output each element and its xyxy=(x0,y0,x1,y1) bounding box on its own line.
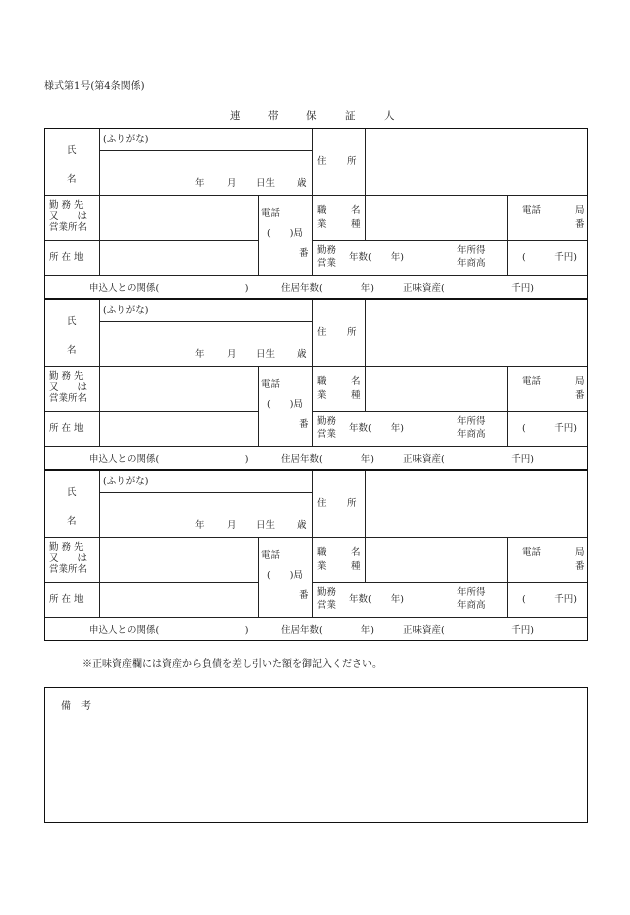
net-assets-label: 正味資産( 千円) xyxy=(403,625,534,636)
employer-label: 営業所名 xyxy=(49,393,88,404)
occupation-label: 種 xyxy=(351,561,361,572)
title-char: 帯 xyxy=(268,110,279,122)
occupation-label: 業 xyxy=(317,390,327,401)
employer-label: 又 は xyxy=(49,553,88,564)
employer-label: 又 は xyxy=(49,382,88,393)
employer-label: 勤 務 先 xyxy=(49,371,84,382)
ban-label: 番 xyxy=(575,219,585,230)
kyoku-label: 局 xyxy=(575,547,585,558)
thousand-yen-label: ( 千円) xyxy=(522,423,577,434)
col-divider xyxy=(507,195,508,275)
location-label: 所 在 地 xyxy=(49,423,84,434)
name-label-bottom: 名 xyxy=(67,174,77,185)
relation-label: 申込人との関係( ) xyxy=(89,454,249,465)
guarantor-section xyxy=(44,470,588,641)
employer-field[interactable] xyxy=(100,538,258,582)
month-label: 月 xyxy=(227,178,237,189)
guarantor-section xyxy=(44,128,588,299)
income-label: 年所得 xyxy=(457,416,486,427)
location-field[interactable] xyxy=(100,583,258,617)
year-label: 年 xyxy=(195,520,205,531)
location-label: 所 在 地 xyxy=(49,252,84,263)
month-label: 月 xyxy=(227,520,237,531)
occupation-label: 業 xyxy=(317,219,327,230)
occupation-label: 名 xyxy=(351,547,361,558)
name-field[interactable] xyxy=(100,322,312,366)
employer-label: 営業所名 xyxy=(49,222,88,233)
birthday-label: 日生 xyxy=(256,520,276,531)
title-char: 証 xyxy=(345,110,356,122)
row-divider xyxy=(45,446,587,447)
years-label: 年数( 年) xyxy=(349,423,404,434)
name-label-top: 氏 xyxy=(67,145,77,156)
income-label: 年所得 xyxy=(457,587,486,598)
work-label: 勤務 xyxy=(317,245,337,256)
phone-label: 電話 xyxy=(261,550,281,561)
location-field[interactable] xyxy=(100,241,258,275)
occupation-field[interactable] xyxy=(366,538,507,582)
income-label: 年所得 xyxy=(457,245,486,256)
col-divider xyxy=(258,366,259,446)
work-label: 営業 xyxy=(317,258,337,269)
years-label: 年数( 年) xyxy=(349,252,404,263)
row-divider xyxy=(312,582,587,583)
occupation-label: 業 xyxy=(317,561,327,572)
col-divider xyxy=(258,195,259,275)
phone-number-label: 番 xyxy=(299,419,309,430)
occupation-label: 種 xyxy=(351,390,361,401)
address-label: 所 xyxy=(347,498,357,509)
phone-right-label: 電話 xyxy=(522,205,542,216)
name-field[interactable] xyxy=(100,151,312,195)
col-divider xyxy=(507,366,508,446)
net-assets-label: 正味資産( 千円) xyxy=(403,283,534,294)
year-label: 年 xyxy=(195,178,205,189)
years-label: 年数( 年) xyxy=(349,594,404,605)
form-number-label: 様式第1号(第4条関係) xyxy=(44,81,145,92)
phone-area-label: ( )局 xyxy=(267,570,303,581)
phone-label: 電話 xyxy=(261,379,281,390)
residence-years-label: 住居年数( 年) xyxy=(281,625,374,636)
age-label: 歳 xyxy=(297,520,307,531)
name-label-bottom: 名 xyxy=(67,345,77,356)
name-label-bottom: 名 xyxy=(67,516,77,527)
name-field[interactable] xyxy=(100,493,312,537)
employer-label: 営業所名 xyxy=(49,564,88,575)
row-divider xyxy=(45,275,587,276)
remarks-box[interactable] xyxy=(44,687,588,823)
occupation-label: 職 xyxy=(317,547,327,558)
income-label: 年商高 xyxy=(457,258,486,269)
occupation-label: 種 xyxy=(351,219,361,230)
occupation-field[interactable] xyxy=(366,196,507,240)
ban-label: 番 xyxy=(575,390,585,401)
address-label: 所 xyxy=(347,156,357,167)
address-field[interactable] xyxy=(366,300,587,366)
birthday-label: 日生 xyxy=(256,178,276,189)
address-label: 所 xyxy=(347,327,357,338)
address-label: 住 xyxy=(317,327,327,338)
relation-label: 申込人との関係( ) xyxy=(89,283,249,294)
location-label: 所 在 地 xyxy=(49,594,84,605)
col-divider xyxy=(507,537,508,617)
phone-right-label: 電話 xyxy=(522,376,542,387)
occupation-label: 職 xyxy=(317,376,327,387)
row-divider xyxy=(45,617,587,618)
col-divider xyxy=(312,471,313,617)
employer-label: 又 は xyxy=(49,211,88,222)
thousand-yen-label: ( 千円) xyxy=(522,594,577,605)
name-label-top: 氏 xyxy=(67,316,77,327)
year-label: 年 xyxy=(195,349,205,360)
address-label: 住 xyxy=(317,498,327,509)
address-label: 住 xyxy=(317,156,327,167)
employer-field[interactable] xyxy=(100,367,258,411)
birthday-label: 日生 xyxy=(256,349,276,360)
row-divider xyxy=(312,411,587,412)
employer-field[interactable] xyxy=(100,196,258,240)
residence-years-label: 住居年数( 年) xyxy=(281,454,374,465)
thousand-yen-label: ( 千円) xyxy=(522,252,577,263)
title-char: 保 xyxy=(306,110,317,122)
occupation-label: 職 xyxy=(317,205,327,216)
location-field[interactable] xyxy=(100,412,258,446)
guarantor-section xyxy=(44,299,588,470)
residence-years-label: 住居年数( 年) xyxy=(281,283,374,294)
furigana-label: (ふりがな) xyxy=(103,305,149,316)
ban-label: 番 xyxy=(575,561,585,572)
occupation-label: 名 xyxy=(351,205,361,216)
work-label: 勤務 xyxy=(317,416,337,427)
net-assets-label: 正味資産( 千円) xyxy=(403,454,534,465)
occupation-label: 名 xyxy=(351,376,361,387)
age-label: 歳 xyxy=(297,349,307,360)
phone-area-label: ( )局 xyxy=(267,228,303,239)
remarks-label: 備 考 xyxy=(61,701,91,712)
phone-number-label: 番 xyxy=(299,248,309,259)
income-label: 年商高 xyxy=(457,429,486,440)
month-label: 月 xyxy=(227,349,237,360)
occupation-field[interactable] xyxy=(366,367,507,411)
employer-label: 勤 務 先 xyxy=(49,542,84,553)
title-char: 人 xyxy=(384,110,395,122)
name-label-top: 氏 xyxy=(67,487,77,498)
address-field[interactable] xyxy=(366,471,587,537)
relation-label: 申込人との関係( ) xyxy=(89,625,249,636)
phone-right-label: 電話 xyxy=(522,547,542,558)
phone-label: 電話 xyxy=(261,208,281,219)
work-label: 営業 xyxy=(317,429,337,440)
net-assets-note: ※正味資産欄には資産から負債を差し引いた額を御記入ください。 xyxy=(82,659,382,670)
furigana-label: (ふりがな) xyxy=(103,134,149,145)
age-label: 歳 xyxy=(297,178,307,189)
income-label: 年商高 xyxy=(457,600,486,611)
kyoku-label: 局 xyxy=(575,205,585,216)
work-label: 勤務 xyxy=(317,587,337,598)
kyoku-label: 局 xyxy=(575,376,585,387)
row-divider xyxy=(312,240,587,241)
col-divider xyxy=(258,537,259,617)
title-char: 連 xyxy=(230,110,241,122)
col-divider xyxy=(312,300,313,446)
address-field[interactable] xyxy=(366,129,587,195)
phone-number-label: 番 xyxy=(299,590,309,601)
phone-area-label: ( )局 xyxy=(267,399,303,410)
col-divider xyxy=(312,129,313,275)
employer-label: 勤 務 先 xyxy=(49,200,84,211)
work-label: 営業 xyxy=(317,600,337,611)
furigana-label: (ふりがな) xyxy=(103,476,149,487)
